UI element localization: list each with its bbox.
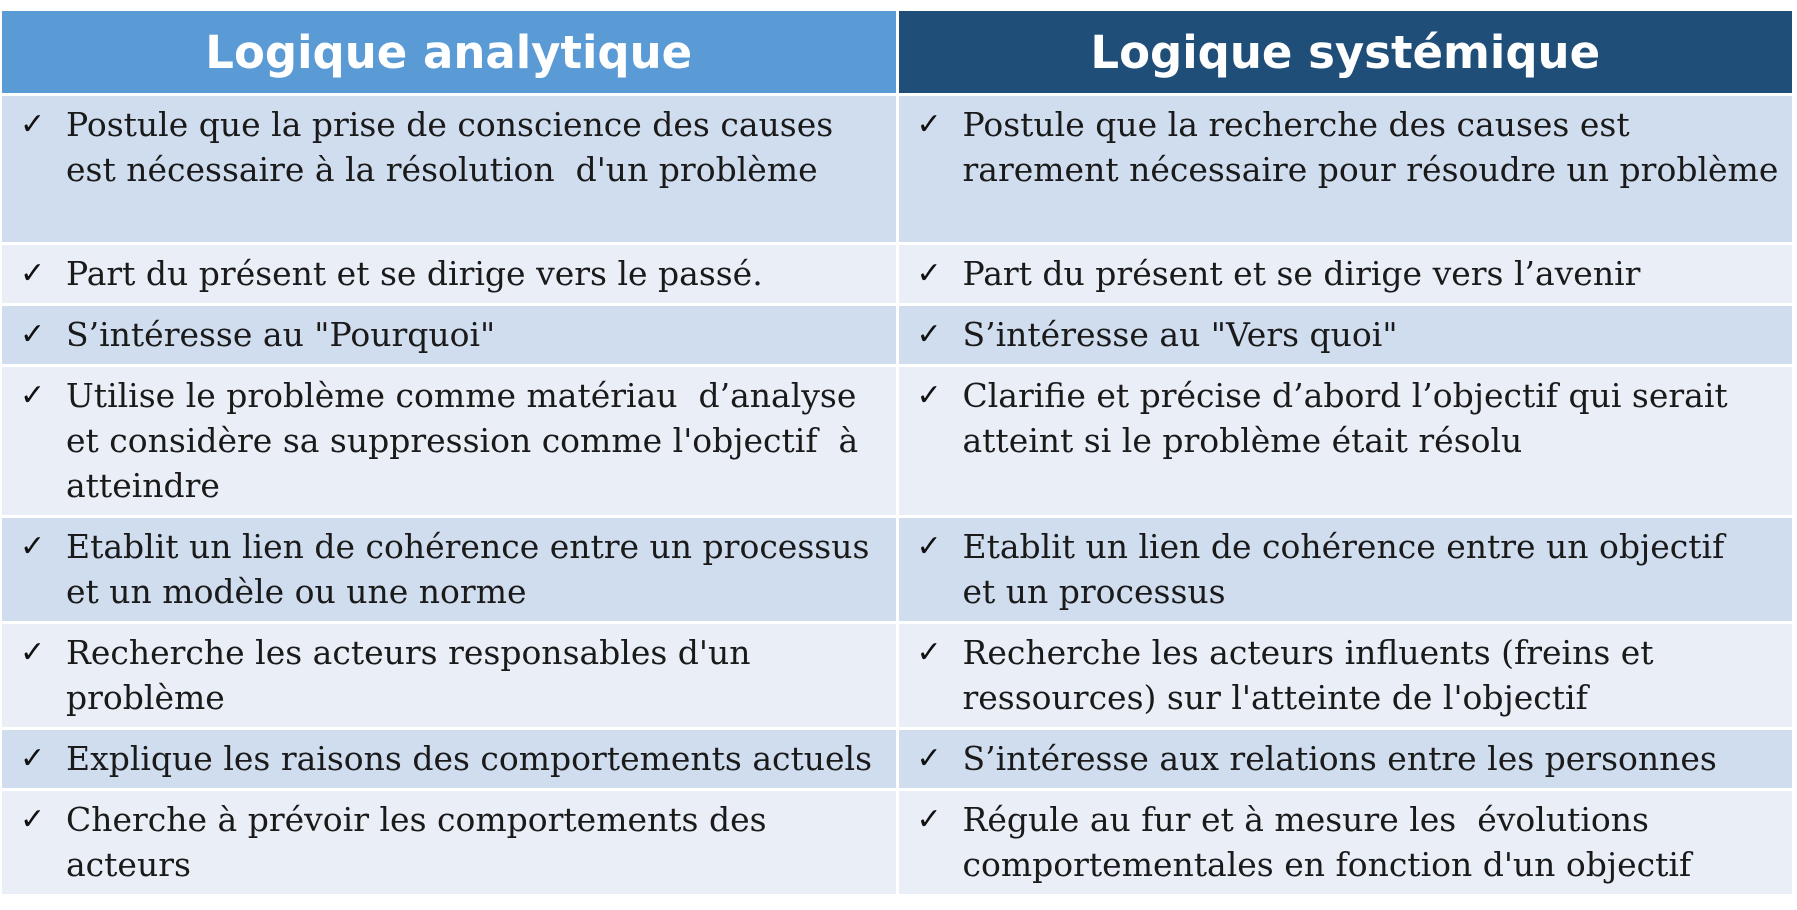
check-icon: ✓ <box>20 802 46 837</box>
table-row <box>2 790 1792 895</box>
header-logique-analytique: Logique analytique <box>2 11 897 95</box>
cell-systemique <box>897 623 1792 729</box>
cell-text: S’intéresse au "Pourquoi" <box>66 315 496 354</box>
check-icon: ✓ <box>916 802 942 837</box>
check-icon: ✓ <box>916 741 942 776</box>
cell-text: Utilise le problème comme matériau d’analyse et considère sa suppression comme l'objectif à atteindre <box>66 376 869 505</box>
cell-text: Etablit un lien de cohérence entre un objectif et un processus <box>962 527 1767 611</box>
cell-analytique <box>2 623 897 729</box>
cell-text: Cherche à prévoir les comportements des acteurs <box>66 800 778 884</box>
cell-systemique <box>897 517 1792 623</box>
cell-text: Postule que la prise de conscience des causes est nécessaire à la résolution d'un problème <box>66 105 844 189</box>
check-icon: ✓ <box>916 107 942 142</box>
cell-text: S’intéresse au "Vers quoi" <box>962 315 1398 354</box>
check-icon: ✓ <box>916 256 942 291</box>
cell-text: S’intéresse aux relations entre les personnes <box>962 739 1717 778</box>
cell-systemique <box>897 366 1792 517</box>
table-row <box>2 244 1792 305</box>
header-row <box>2 11 1792 95</box>
cell-analytique <box>2 366 897 517</box>
check-icon: ✓ <box>916 529 942 564</box>
cell-text: Clarifie et précise d’abord l’objectif qui serait atteint si le problème était résolu <box>962 376 1739 460</box>
comparison-table <box>2 11 1792 894</box>
cell-analytique <box>2 790 897 895</box>
cell-systemique <box>897 244 1792 305</box>
cell-systemique <box>897 305 1792 366</box>
cell-text: Recherche les acteurs influents (freins et ressources) sur l'atteinte de l'objectif <box>962 633 1665 717</box>
cell-text: Explique les raisons des comportements actuels <box>66 739 873 778</box>
table-row <box>2 95 1792 244</box>
check-icon: ✓ <box>20 317 46 352</box>
table-row <box>2 729 1792 790</box>
cell-text: Etablit un lien de cohérence entre un processus et un modèle ou une norme <box>66 527 880 611</box>
cell-text: Postule que la recherche des causes est rarement nécessaire pour résoudre un problème <box>962 105 1779 189</box>
cell-systemique <box>897 95 1792 244</box>
check-icon: ✓ <box>20 107 46 142</box>
check-icon: ✓ <box>20 378 46 413</box>
check-icon: ✓ <box>20 529 46 564</box>
table-row <box>2 305 1792 366</box>
header-logique-systemique: Logique systémique <box>897 11 1792 95</box>
cell-systemique <box>897 790 1792 895</box>
check-icon: ✓ <box>20 741 46 776</box>
cell-analytique <box>2 517 897 623</box>
cell-analytique <box>2 95 897 244</box>
cell-text: Part du présent et se dirige vers le passé. <box>66 254 763 293</box>
cell-analytique <box>2 305 897 366</box>
check-icon: ✓ <box>916 378 942 413</box>
check-icon: ✓ <box>20 256 46 291</box>
check-icon: ✓ <box>20 635 46 670</box>
cell-text: Part du présent et se dirige vers l’avenir <box>962 254 1641 293</box>
cell-analytique <box>2 729 897 790</box>
check-icon: ✓ <box>916 635 942 670</box>
cell-text: Recherche les acteurs responsables d'un problème <box>66 633 772 717</box>
cell-analytique <box>2 244 897 305</box>
table-row <box>2 517 1792 623</box>
table-row <box>2 366 1792 517</box>
check-icon: ✓ <box>916 317 942 352</box>
cell-systemique <box>897 729 1792 790</box>
table-row <box>2 623 1792 729</box>
cell-text: Régule au fur et à mesure les évolutions comportementales en fonction d'un objectif <box>962 800 1692 884</box>
